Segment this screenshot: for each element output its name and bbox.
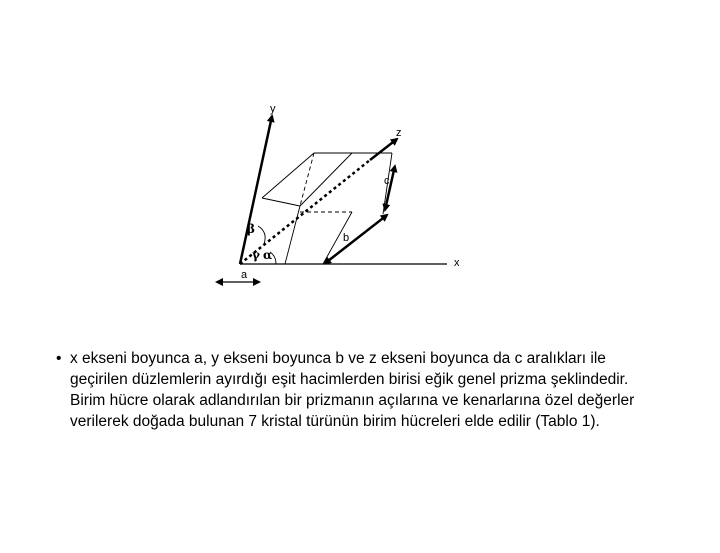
hidden-edges bbox=[300, 153, 352, 212]
alpha-label: α bbox=[263, 248, 273, 262]
c-label: c bbox=[384, 175, 390, 187]
y-axis bbox=[240, 116, 272, 264]
y-axis-label: y bbox=[270, 103, 276, 115]
z-axis-arrow bbox=[370, 139, 397, 160]
a-label: a bbox=[241, 269, 248, 281]
gamma-label: γ bbox=[252, 248, 260, 262]
x-axis-label: x bbox=[454, 257, 460, 269]
b-length-arrow bbox=[328, 215, 387, 261]
bullet-marker: • bbox=[56, 350, 62, 367]
b-label: b bbox=[343, 232, 350, 244]
prism-edges bbox=[262, 153, 392, 264]
beta-label: β bbox=[247, 222, 255, 236]
beta-arc bbox=[258, 226, 265, 244]
bullet-paragraph: x ekseni boyunca a, y ekseni boyunca b ve z ekseni boyunca da c aralıkları ile geçirilen düzlemlerin ayırdığı eşit hacimlerden birisi eğik genel prizma şeklindedir. Birim hücre olarak adlandırılan bir prizmanın açılarına ve kenarlarına özel değerler verilerek doğada bulunan 7 kristal türünün birim hücreleri elde edilir (Tablo 1). bbox=[70, 350, 635, 430]
z-axis-label: z bbox=[396, 127, 402, 139]
